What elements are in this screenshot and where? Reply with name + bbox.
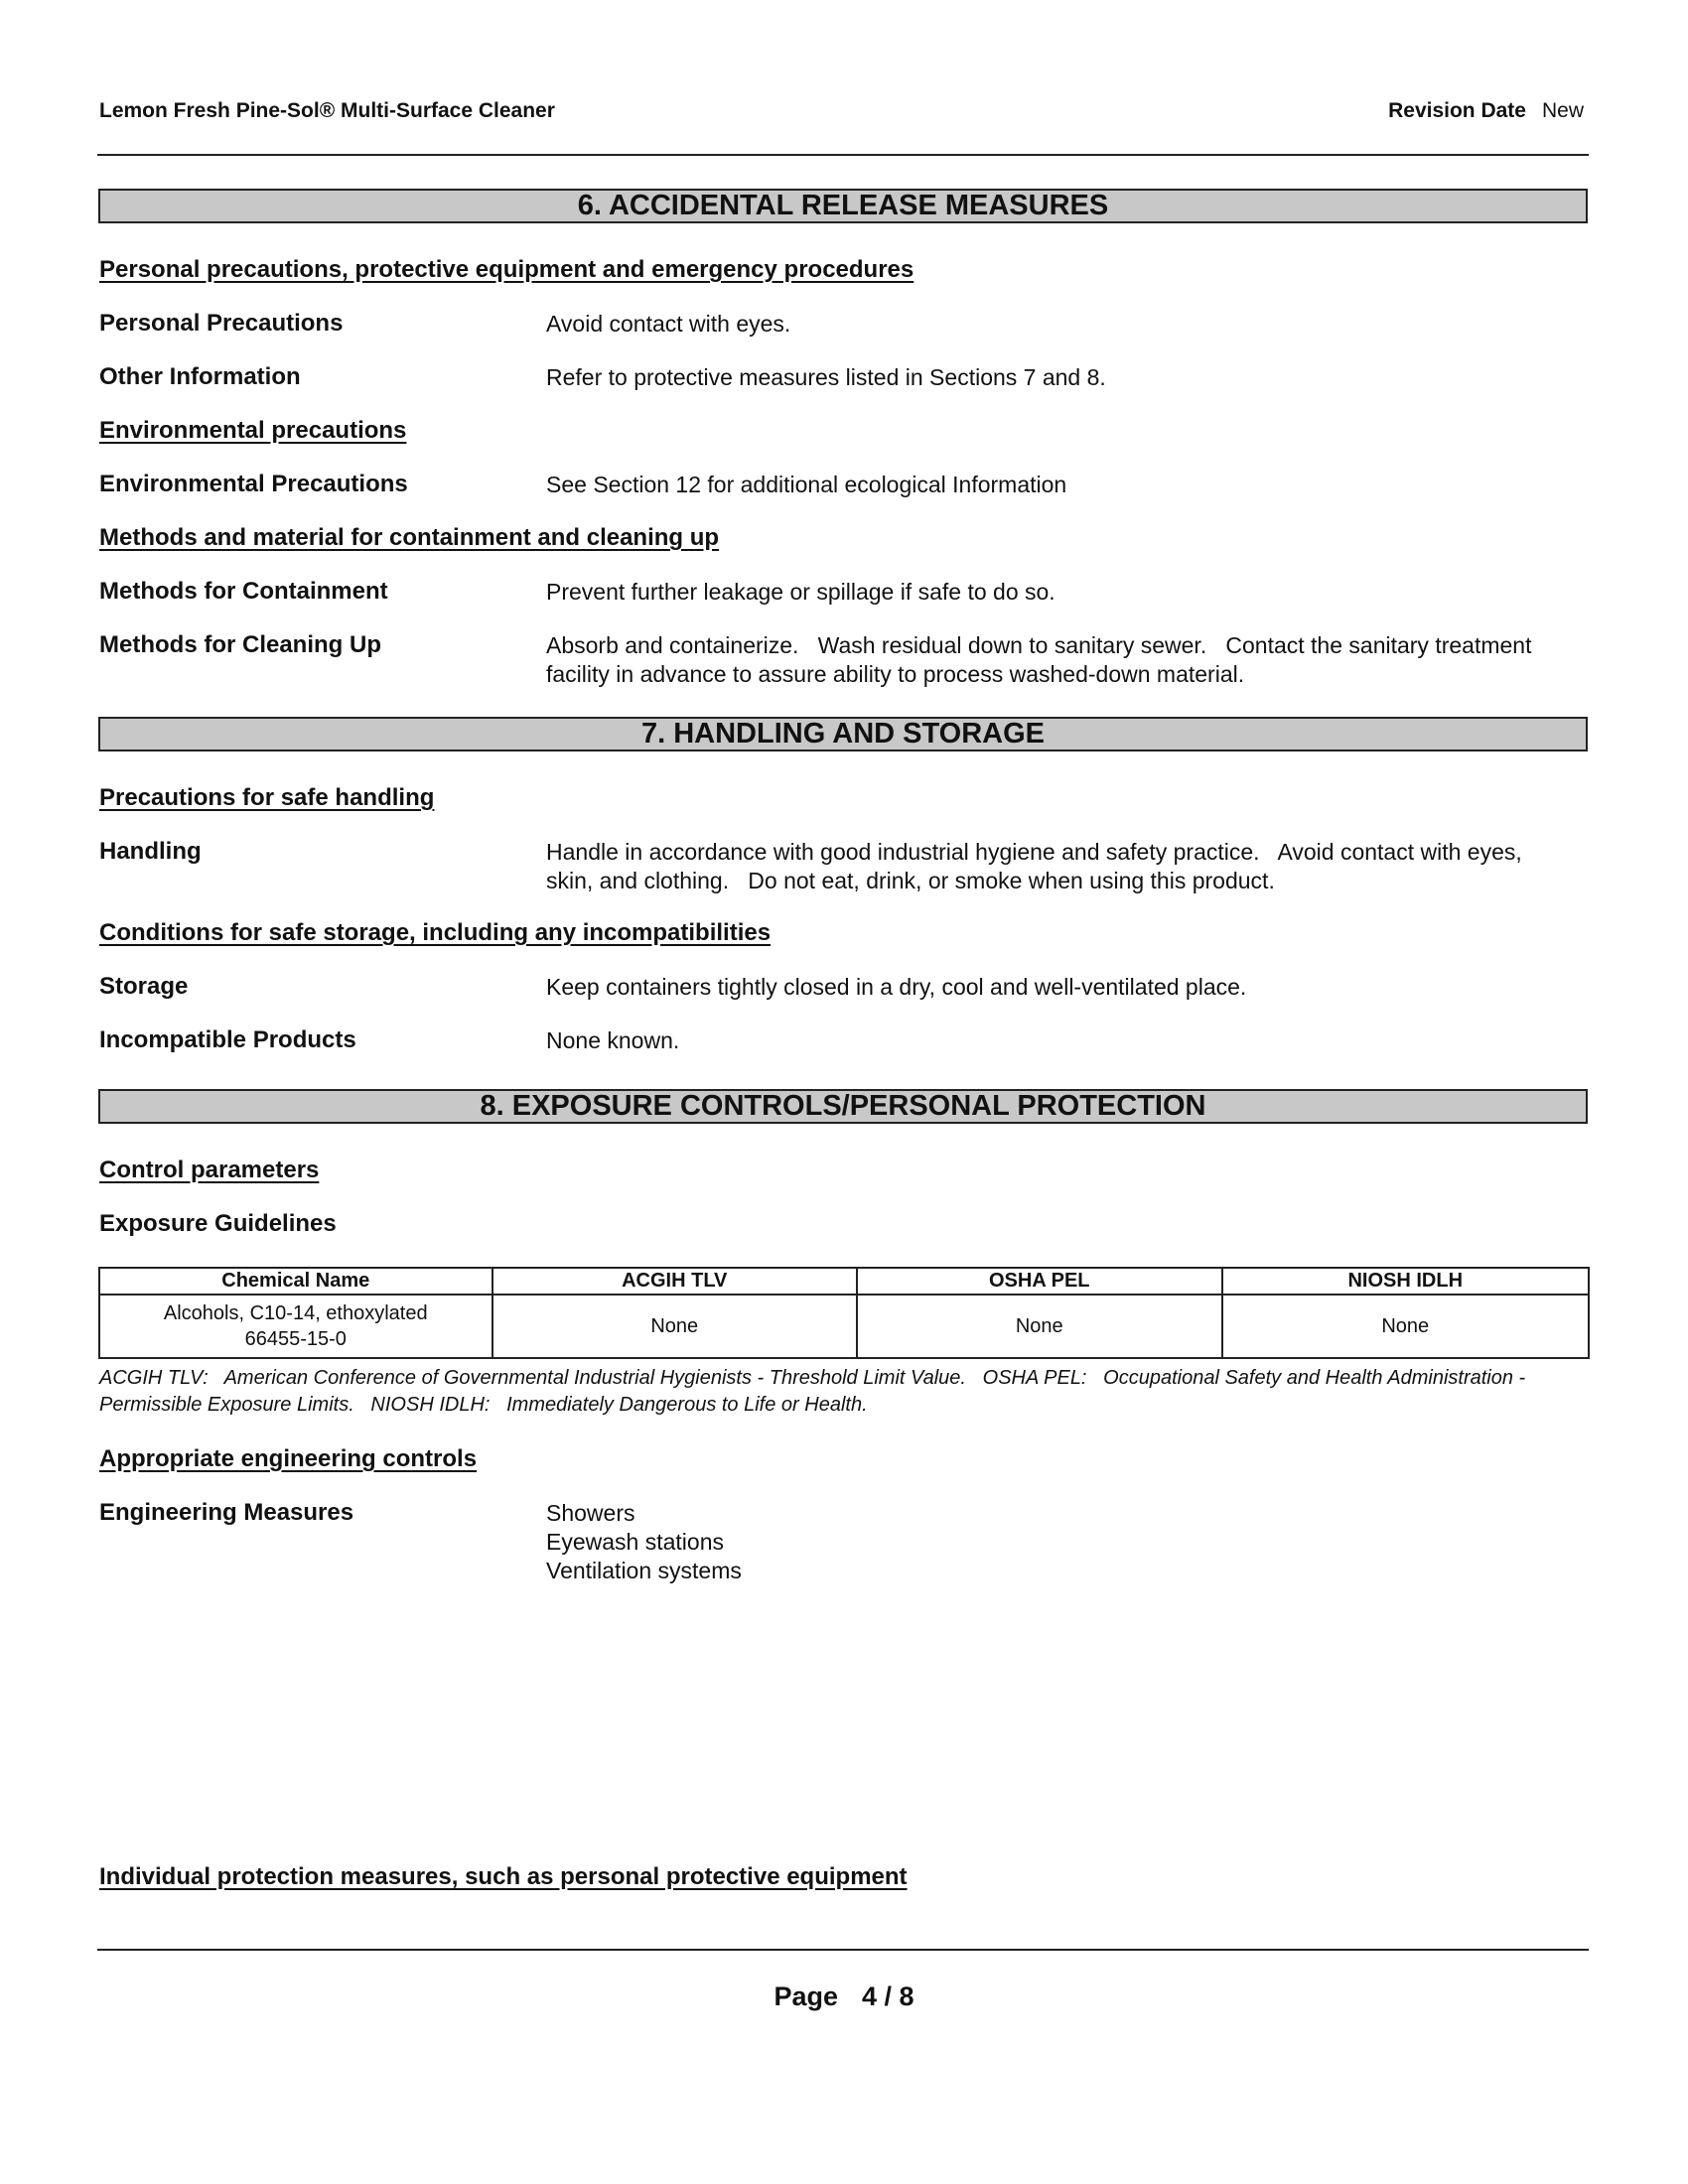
handling-value: Handle in accordance with good industrial hygiene and safety practice. Avoid contact with eyes, skin, and clothing. Do not eat, drink, or smoke when using this product. bbox=[546, 839, 1529, 893]
col-chemical-name: Chemical Name bbox=[99, 1268, 492, 1295]
cell-osha: None bbox=[857, 1295, 1221, 1358]
exposure-guidelines-label: Exposure Guidelines bbox=[99, 1210, 337, 1237]
chemical-name: Alcohols, C10-14, ethoxylated bbox=[163, 1302, 428, 1324]
header-divider bbox=[97, 154, 1589, 156]
engineering-measure-item: Eyewash stations bbox=[546, 1529, 724, 1555]
personal-precautions-value: Avoid contact with eyes. bbox=[546, 311, 791, 337]
subheading-personal-precautions: Personal precautions, protective equipment and emergency procedures bbox=[99, 256, 914, 283]
section-8-title: 8. EXPOSURE CONTROLS/PERSONAL PROTECTION bbox=[98, 1089, 1588, 1124]
table-header-row bbox=[99, 1268, 1589, 1295]
other-information-value: Refer to protective measures listed in Sections 7 and 8. bbox=[546, 364, 1106, 390]
storage-value: Keep containers tightly closed in a dry, cool and well-ventilated place. bbox=[546, 974, 1247, 1000]
product-name: Lemon Fresh Pine-Sol® Multi-Surface Cleaner bbox=[99, 99, 555, 122]
col-acgih-tlv: ACGIH TLV bbox=[492, 1268, 858, 1295]
table-row bbox=[99, 1295, 1589, 1358]
storage-label: Storage bbox=[99, 973, 189, 1000]
handling-label: Handling bbox=[99, 838, 202, 865]
section-6-title: 6. ACCIDENTAL RELEASE MEASURES bbox=[98, 189, 1588, 223]
footer-divider bbox=[97, 1949, 1589, 1951]
cleanup-label: Methods for Cleaning Up bbox=[99, 631, 381, 658]
page-value: 4 / 8 bbox=[862, 1981, 914, 2011]
cell-acgih: None bbox=[492, 1295, 858, 1358]
cell-niosh: None bbox=[1222, 1295, 1590, 1358]
personal-precautions-label: Personal Precautions bbox=[99, 310, 344, 337]
containment-value: Prevent further leakage or spillage if safe to do so. bbox=[546, 579, 1055, 605]
cleanup-value: Absorb and containerize. Wash residual down to sanitary sewer. Contact the sanitary treatment facility in advance to assure ability to process washed-down material. bbox=[546, 632, 1538, 687]
incompatible-value: None known. bbox=[546, 1027, 680, 1053]
page-label: Page bbox=[774, 1981, 838, 2011]
exposure-table bbox=[98, 1267, 1590, 1359]
revision-date bbox=[1388, 99, 1584, 123]
subheading-safe-storage: Conditions for safe storage, including any incompatibilities bbox=[99, 919, 772, 946]
subheading-environmental: Environmental precautions bbox=[99, 417, 407, 444]
cas-number: 66455-15-0 bbox=[244, 1328, 347, 1350]
incompatible-label: Incompatible Products bbox=[99, 1026, 356, 1053]
engineering-measures-list bbox=[546, 1499, 1559, 1585]
subheading-control-parameters: Control parameters bbox=[99, 1157, 320, 1183]
engineering-measure-item: Ventilation systems bbox=[546, 1558, 742, 1583]
revision-value: New bbox=[1541, 99, 1584, 122]
table-footnote: ACGIH TLV: American Conference of Governmental Industrial Hygienists - Threshold Limit Value. OSHA PEL: Occupational Safety and Health Administration - Permissible Exposure Limits. NIOSH IDLH: Immediately Dangerous to Life or Health. bbox=[99, 1367, 1531, 1416]
subheading-individual-protection: Individual protection measures, such as personal protective equipment bbox=[99, 1863, 908, 1890]
col-niosh-idlh: NIOSH IDLH bbox=[1222, 1268, 1590, 1295]
section-7-title: 7. HANDLING AND STORAGE bbox=[98, 717, 1588, 751]
revision-label: Revision Date bbox=[1388, 99, 1526, 122]
environmental-precautions-value: See Section 12 for additional ecological Information bbox=[546, 472, 1067, 497]
col-osha-pel: OSHA PEL bbox=[857, 1268, 1221, 1295]
environmental-precautions-label: Environmental Precautions bbox=[99, 471, 408, 497]
engineering-measures-label: Engineering Measures bbox=[99, 1499, 354, 1526]
subheading-safe-handling: Precautions for safe handling bbox=[99, 784, 435, 811]
subheading-containment: Methods and material for containment and cleaning up bbox=[99, 524, 720, 551]
subheading-engineering-controls: Appropriate engineering controls bbox=[99, 1445, 478, 1472]
page-number bbox=[0, 1981, 1688, 2012]
cell-chemical-name bbox=[99, 1295, 492, 1358]
containment-label: Methods for Containment bbox=[99, 578, 388, 605]
engineering-measure-item: Showers bbox=[546, 1500, 635, 1526]
other-information-label: Other Information bbox=[99, 363, 301, 390]
